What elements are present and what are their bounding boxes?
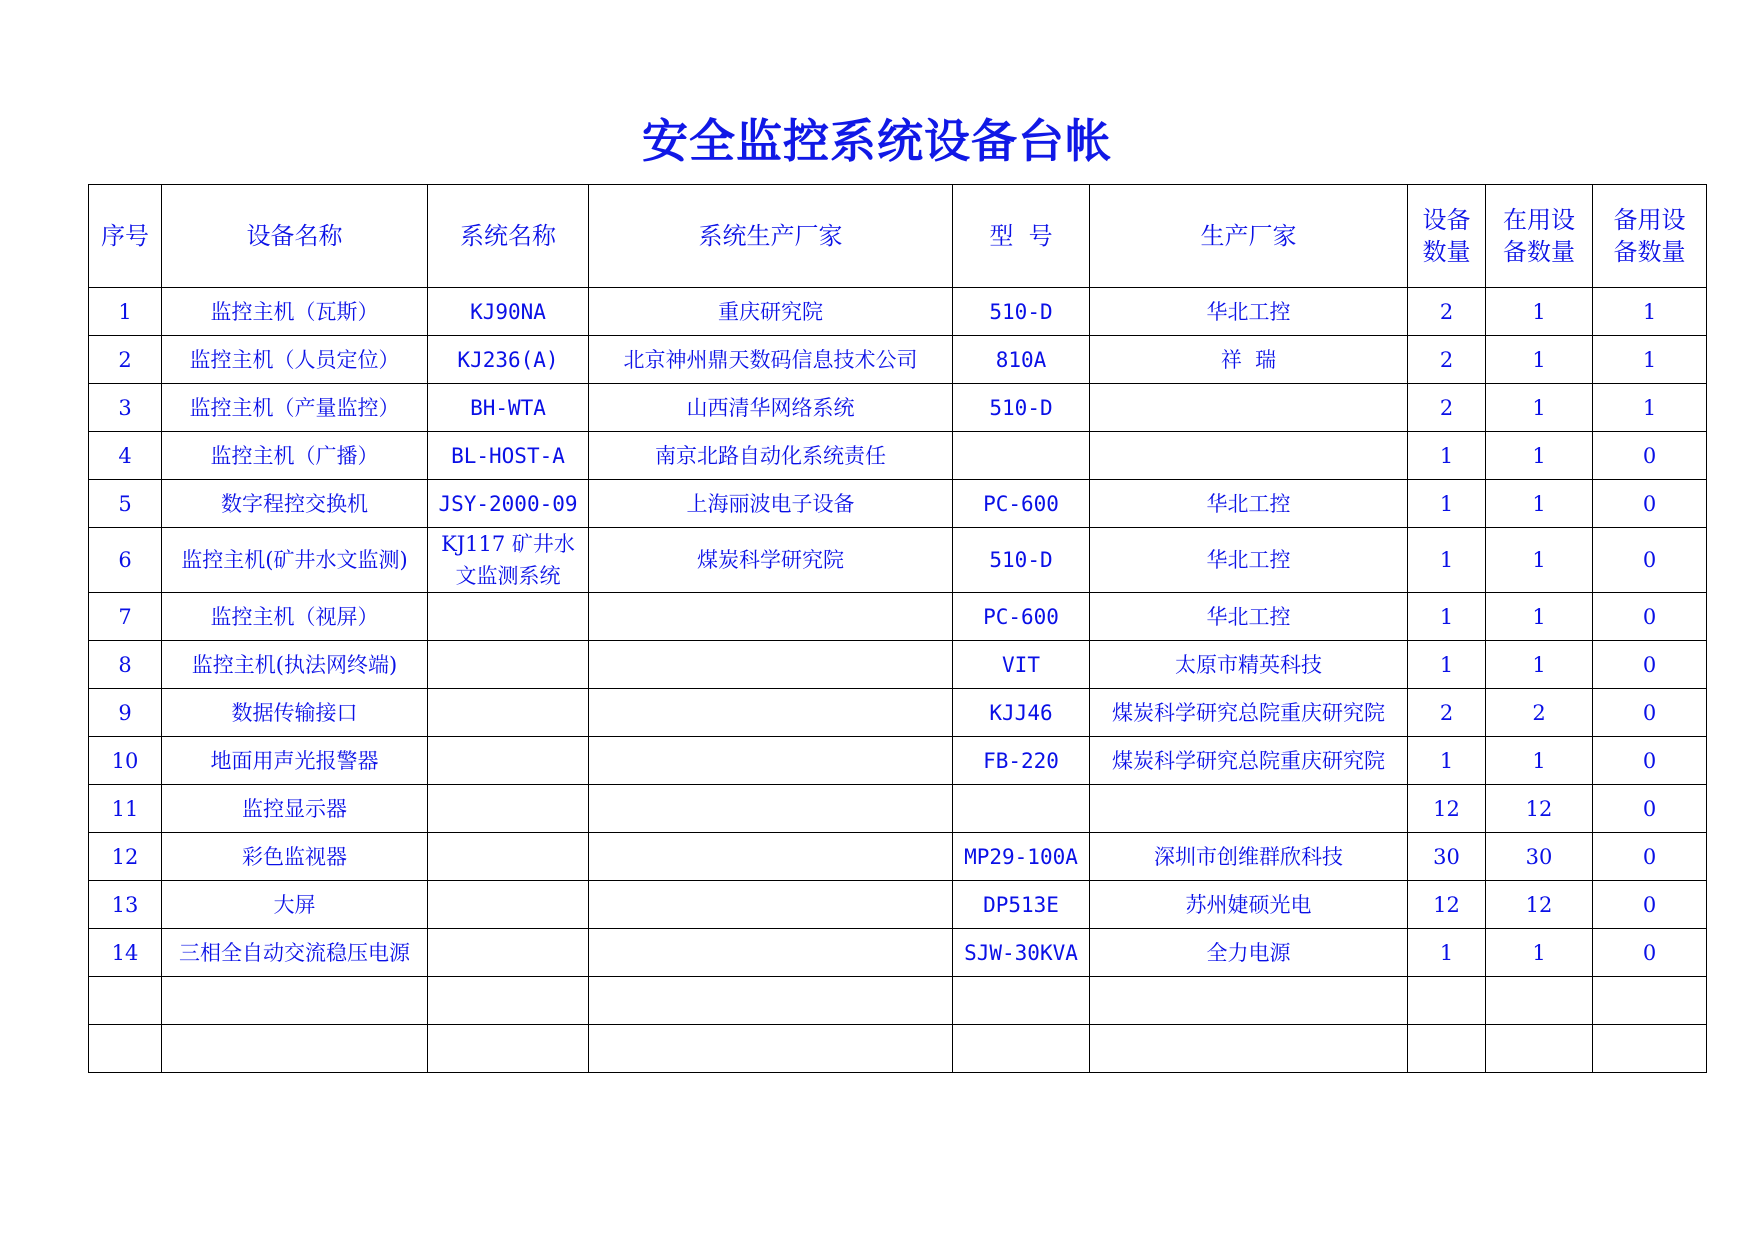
cell-manufacturer <box>1090 432 1408 480</box>
cell-in-use-count: 1 <box>1486 737 1593 785</box>
cell-system-manufacturer <box>589 737 953 785</box>
cell-seq: 5 <box>89 480 162 528</box>
equipment-ledger-table <box>88 184 1707 1073</box>
cell-empty <box>1090 1025 1408 1073</box>
cell-system-name-line1: KJ117 矿井水 <box>441 532 575 556</box>
cell-empty <box>1486 977 1593 1025</box>
cell-system-manufacturer <box>589 929 953 977</box>
header-spare-line1: 备用设 <box>1613 206 1686 234</box>
cell-in-use-count: 1 <box>1486 593 1593 641</box>
cell-system-manufacturer: 上海丽波电子设备 <box>589 480 953 528</box>
cell-empty <box>1486 1025 1593 1073</box>
cell-model: KJJ46 <box>953 689 1090 737</box>
cell-system-name <box>428 593 589 641</box>
cell-model: FB-220 <box>953 737 1090 785</box>
cell-spare-count: 1 <box>1593 288 1707 336</box>
cell-seq: 2 <box>89 336 162 384</box>
cell-spare-count: 0 <box>1593 929 1707 977</box>
table-row <box>89 480 1707 528</box>
cell-seq: 4 <box>89 432 162 480</box>
cell-device-name: 数字程控交换机 <box>162 480 428 528</box>
cell-seq: 11 <box>89 785 162 833</box>
table-row <box>89 833 1707 881</box>
cell-spare-count: 0 <box>1593 689 1707 737</box>
cell-empty <box>1090 977 1408 1025</box>
cell-device-count: 12 <box>1408 881 1486 929</box>
table-row-empty <box>89 1025 1707 1073</box>
cell-system-name <box>428 528 589 593</box>
header-manufacturer: 生产厂家 <box>1090 185 1408 288</box>
header-device-name: 设备名称 <box>162 185 428 288</box>
cell-manufacturer: 祥 瑞 <box>1090 336 1408 384</box>
cell-empty <box>428 1025 589 1073</box>
cell-model: PC-600 <box>953 480 1090 528</box>
table-row <box>89 785 1707 833</box>
header-seq: 序号 <box>89 185 162 288</box>
table-row <box>89 288 1707 336</box>
cell-empty <box>1408 977 1486 1025</box>
table-row <box>89 737 1707 785</box>
cell-device-count: 1 <box>1408 929 1486 977</box>
cell-device-name: 监控主机(矿井水文监测) <box>162 528 428 593</box>
cell-in-use-count: 1 <box>1486 288 1593 336</box>
page-title: 安全监控系统设备台帐 <box>642 114 1112 168</box>
cell-device-name: 监控主机（广播） <box>162 432 428 480</box>
cell-system-name: BL-HOST-A <box>428 432 589 480</box>
cell-model <box>953 785 1090 833</box>
cell-spare-count: 1 <box>1593 384 1707 432</box>
cell-in-use-count: 12 <box>1486 881 1593 929</box>
cell-system-name <box>428 785 589 833</box>
header-system-name: 系统名称 <box>428 185 589 288</box>
cell-device-count: 1 <box>1408 593 1486 641</box>
cell-seq: 9 <box>89 689 162 737</box>
cell-manufacturer: 煤炭科学研究总院重庆研究院 <box>1090 737 1408 785</box>
cell-system-name-line2: 文监测系统 <box>455 564 561 588</box>
cell-empty <box>1408 1025 1486 1073</box>
cell-device-count: 1 <box>1408 641 1486 689</box>
cell-manufacturer: 华北工控 <box>1090 480 1408 528</box>
cell-in-use-count: 1 <box>1486 480 1593 528</box>
cell-system-manufacturer: 山西清华网络系统 <box>589 384 953 432</box>
cell-seq: 13 <box>89 881 162 929</box>
cell-in-use-count: 2 <box>1486 689 1593 737</box>
table-row <box>89 881 1707 929</box>
cell-system-manufacturer <box>589 641 953 689</box>
cell-system-manufacturer: 北京神州鼎天数码信息技术公司 <box>589 336 953 384</box>
cell-seq: 8 <box>89 641 162 689</box>
header-in-use-line2: 备数量 <box>1503 238 1575 266</box>
cell-manufacturer: 华北工控 <box>1090 528 1408 593</box>
cell-spare-count: 0 <box>1593 785 1707 833</box>
table-row <box>89 528 1707 593</box>
cell-system-name: JSY-2000-09 <box>428 480 589 528</box>
cell-in-use-count: 1 <box>1486 384 1593 432</box>
table-row-empty <box>89 977 1707 1025</box>
cell-device-count: 1 <box>1408 737 1486 785</box>
cell-device-count: 2 <box>1408 384 1486 432</box>
cell-empty <box>1593 977 1707 1025</box>
cell-manufacturer: 全力电源 <box>1090 929 1408 977</box>
cell-manufacturer: 深圳市创维群欣科技 <box>1090 833 1408 881</box>
cell-empty <box>1593 1025 1707 1073</box>
cell-spare-count: 0 <box>1593 480 1707 528</box>
cell-system-manufacturer: 煤炭科学研究院 <box>589 528 953 593</box>
cell-device-name: 地面用声光报警器 <box>162 737 428 785</box>
header-spare-count <box>1593 185 1707 288</box>
cell-model: 510-D <box>953 384 1090 432</box>
cell-empty <box>953 977 1090 1025</box>
cell-manufacturer <box>1090 384 1408 432</box>
table-row <box>89 689 1707 737</box>
cell-device-count: 2 <box>1408 288 1486 336</box>
cell-empty <box>589 1025 953 1073</box>
table-header-row <box>89 185 1707 288</box>
cell-in-use-count: 1 <box>1486 336 1593 384</box>
cell-system-name <box>428 929 589 977</box>
cell-device-count: 30 <box>1408 833 1486 881</box>
cell-in-use-count: 30 <box>1486 833 1593 881</box>
table-row <box>89 432 1707 480</box>
header-device-count-line1: 设备 <box>1422 206 1471 234</box>
cell-device-count: 1 <box>1408 480 1486 528</box>
cell-model: 510-D <box>953 528 1090 593</box>
cell-device-name: 数据传输接口 <box>162 689 428 737</box>
cell-system-manufacturer <box>589 833 953 881</box>
cell-manufacturer: 苏州婕硕光电 <box>1090 881 1408 929</box>
table-row <box>89 593 1707 641</box>
table-row <box>89 384 1707 432</box>
cell-device-name: 监控主机(执法网终端) <box>162 641 428 689</box>
cell-empty <box>162 977 428 1025</box>
cell-system-manufacturer: 重庆研究院 <box>589 288 953 336</box>
cell-in-use-count: 1 <box>1486 528 1593 593</box>
cell-seq: 3 <box>89 384 162 432</box>
cell-model: 810A <box>953 336 1090 384</box>
cell-device-name: 监控主机（产量监控） <box>162 384 428 432</box>
cell-device-name: 监控显示器 <box>162 785 428 833</box>
cell-device-count: 2 <box>1408 336 1486 384</box>
cell-model: PC-600 <box>953 593 1090 641</box>
cell-device-count: 1 <box>1408 528 1486 593</box>
cell-empty <box>953 1025 1090 1073</box>
cell-model <box>953 432 1090 480</box>
cell-in-use-count: 12 <box>1486 785 1593 833</box>
cell-empty <box>89 1025 162 1073</box>
cell-system-manufacturer: 南京北路自动化系统责任 <box>589 432 953 480</box>
cell-seq: 14 <box>89 929 162 977</box>
header-device-count-line2: 数量 <box>1422 238 1471 266</box>
cell-system-name <box>428 737 589 785</box>
cell-empty <box>428 977 589 1025</box>
cell-system-name <box>428 689 589 737</box>
cell-in-use-count: 1 <box>1486 432 1593 480</box>
cell-system-manufacturer <box>589 689 953 737</box>
cell-seq: 6 <box>89 528 162 593</box>
header-system-manufacturer: 系统生产厂家 <box>589 185 953 288</box>
cell-manufacturer: 华北工控 <box>1090 288 1408 336</box>
cell-device-count: 1 <box>1408 432 1486 480</box>
cell-spare-count: 0 <box>1593 833 1707 881</box>
cell-spare-count: 0 <box>1593 737 1707 785</box>
table-row <box>89 336 1707 384</box>
cell-system-name: BH-WTA <box>428 384 589 432</box>
cell-system-name: KJ236(A) <box>428 336 589 384</box>
cell-manufacturer: 太原市精英科技 <box>1090 641 1408 689</box>
cell-device-name: 监控主机（视屏） <box>162 593 428 641</box>
header-spare-line2: 备数量 <box>1613 238 1686 266</box>
table-row <box>89 929 1707 977</box>
header-device-count <box>1408 185 1486 288</box>
cell-manufacturer <box>1090 785 1408 833</box>
header-model: 型 号 <box>953 185 1090 288</box>
header-in-use-line1: 在用设 <box>1503 206 1575 234</box>
cell-spare-count: 0 <box>1593 881 1707 929</box>
cell-model: MP29-100A <box>953 833 1090 881</box>
cell-model: 510-D <box>953 288 1090 336</box>
cell-system-name <box>428 881 589 929</box>
cell-device-name: 彩色监视器 <box>162 833 428 881</box>
cell-manufacturer: 华北工控 <box>1090 593 1408 641</box>
cell-device-count: 2 <box>1408 689 1486 737</box>
cell-device-name: 监控主机（瓦斯） <box>162 288 428 336</box>
table-row <box>89 641 1707 689</box>
cell-device-name: 三相全自动交流稳压电源 <box>162 929 428 977</box>
header-in-use-count <box>1486 185 1593 288</box>
cell-model: VIT <box>953 641 1090 689</box>
cell-system-name: KJ90NA <box>428 288 589 336</box>
cell-spare-count: 0 <box>1593 528 1707 593</box>
cell-manufacturer: 煤炭科学研究总院重庆研究院 <box>1090 689 1408 737</box>
cell-spare-count: 0 <box>1593 641 1707 689</box>
cell-seq: 12 <box>89 833 162 881</box>
cell-empty <box>589 977 953 1025</box>
cell-model: SJW-30KVA <box>953 929 1090 977</box>
cell-system-manufacturer <box>589 785 953 833</box>
cell-system-manufacturer <box>589 881 953 929</box>
cell-empty <box>162 1025 428 1073</box>
cell-spare-count: 0 <box>1593 593 1707 641</box>
cell-empty <box>89 977 162 1025</box>
cell-device-name: 大屏 <box>162 881 428 929</box>
cell-seq: 10 <box>89 737 162 785</box>
cell-spare-count: 0 <box>1593 432 1707 480</box>
cell-system-manufacturer <box>589 593 953 641</box>
cell-in-use-count: 1 <box>1486 641 1593 689</box>
cell-model: DP513E <box>953 881 1090 929</box>
cell-device-count: 12 <box>1408 785 1486 833</box>
cell-seq: 7 <box>89 593 162 641</box>
cell-system-name <box>428 833 589 881</box>
cell-spare-count: 1 <box>1593 336 1707 384</box>
cell-seq: 1 <box>89 288 162 336</box>
cell-device-name: 监控主机（人员定位） <box>162 336 428 384</box>
cell-in-use-count: 1 <box>1486 929 1593 977</box>
cell-system-name <box>428 641 589 689</box>
